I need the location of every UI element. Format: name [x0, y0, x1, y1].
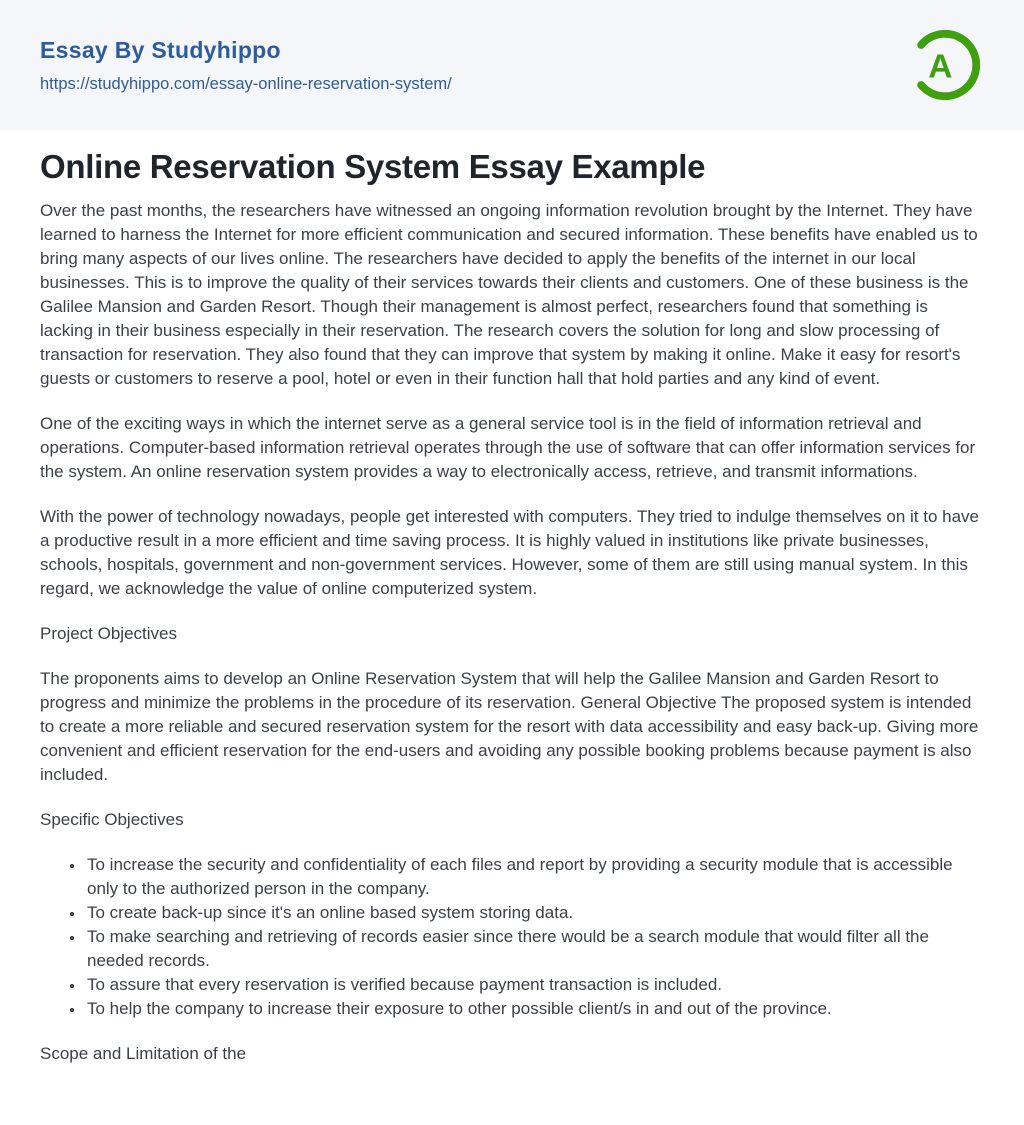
objective-item: • To assure that every reservation is verified because payment transaction is included. — [85, 973, 984, 997]
section-heading-specific-objectives: Specific Objectives — [40, 810, 184, 829]
section-heading-scope: Scope and Limitation of the — [40, 1044, 247, 1063]
essay-content — [0, 130, 1024, 1066]
paragraph-intro-3: With the power of technology nowadays, people get interested with computers. They tried to indulge themselves on it to have a productive result in a more efficient and time saving process. It is highly valued in institutions like private businesses, schools, hospitals, government and non-government services. However, some of them are still using manual system. In this regard, we acknowledge the value of online computerized system. — [40, 507, 980, 598]
paragraph-intro-1: Over the past months, the researchers have witnessed an ongoing information revolution brought by the Internet. They have learned to harness the Internet for more efficient communication and secured information. These benefits have enabled us to bring many aspects of our lives online. The researchers have decided to apply the benefits of the internet in our local businesses. This is to improve the quality of their services towards their clients and customers. One of these business is the Galilee Mansion and Garden Resort. Though their management is almost perfect, researchers found that something is lacking in their business especially in their reservation. The research covers the solution for long and slow processing of transaction for reservation. They also found that they can improve that system by making it online. Make it easy for resort's guests or customers to reserve a pool, hotel or even in their function hall that hold parties and any kind of event. — [40, 201, 978, 388]
page-header — [0, 0, 1024, 130]
logo-arc-icon — [906, 26, 984, 104]
source-url-link[interactable]: https://studyhippo.com/essay-online-reservation-system/ — [40, 74, 452, 93]
studyhippo-logo — [906, 26, 984, 104]
section-heading-project-objectives: Project Objectives — [40, 624, 177, 643]
paragraph-intro-2: One of the exciting ways in which the internet serve as a general service tool is in the field of information retrieval and operations. Computer-based information retrieval operates through the use of software that can offer information services for the system. An online reservation system provides a way to electronically access, retrieve, and transmit informations. — [40, 414, 976, 481]
header-text-block — [40, 37, 452, 94]
brand-title: Essay By Studyhippo — [40, 36, 281, 63]
objective-item: • To help the company to increase their exposure to other possible client/s in and out of the province. — [85, 997, 984, 1021]
objectives-list — [40, 853, 984, 1021]
paragraph-project-objectives: The proponents aims to develop an Online Reservation System that will help the Galilee Mansion and Garden Resort to progress and minimize the problems in the procedure of its reservation. General Objective The proposed system is intended to create a more reliable and secured reservation system for the resort with data accessibility and easy back-up. Giving more convenient and efficient reservation for the end-users and avoiding any possible booking problems because payment is also included. — [40, 669, 979, 784]
objective-item: • To create back-up since it's an online based system storing data. — [85, 901, 984, 925]
objective-item: • To make searching and retrieving of records easier since there would be a search module that would filter all the needed records. — [85, 925, 984, 973]
essay-title: Online Reservation System Essay Example — [40, 148, 706, 185]
objective-item: • To increase the security and confidentiality of each files and report by providing a security module that is accessible only to the authorized person in the company. — [85, 853, 984, 901]
logo-letter: A — [928, 48, 953, 86]
